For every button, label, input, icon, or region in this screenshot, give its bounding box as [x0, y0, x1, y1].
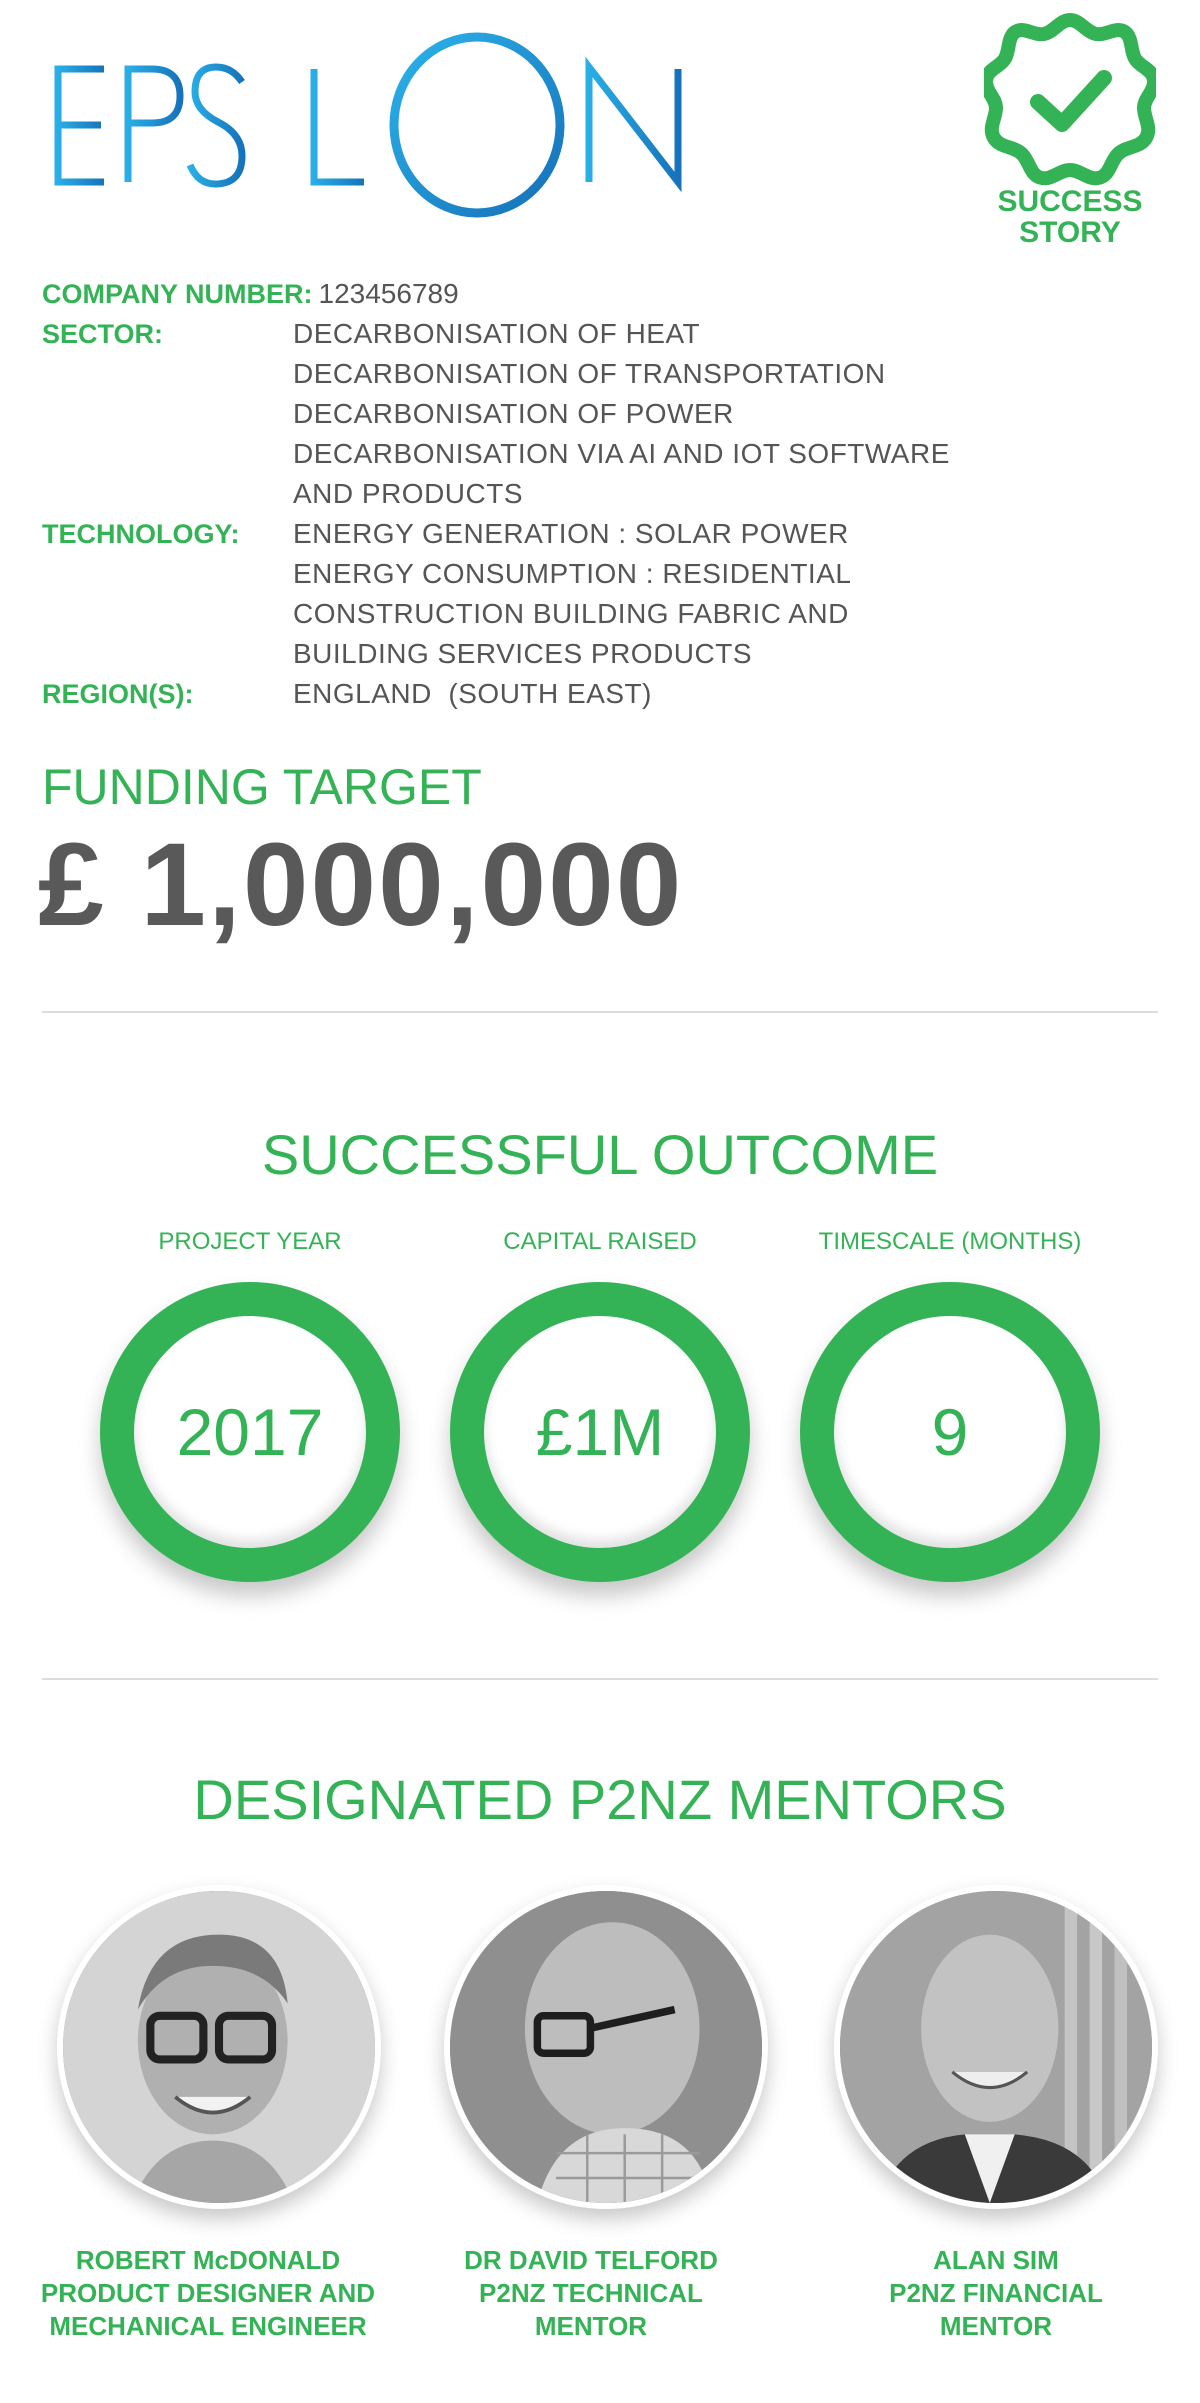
sector-line: DECARBONISATION OF HEAT	[293, 318, 701, 349]
mentor-role-line: MENTOR	[534, 2311, 648, 2341]
mentor-role-line: MECHANICAL ENGINEER	[49, 2311, 367, 2341]
seal-check-icon	[984, 10, 1156, 186]
mentor-photo-robert-mcdonald	[57, 1885, 381, 2209]
sector-values	[293, 314, 950, 514]
sector-label: SECTOR:	[42, 319, 164, 349]
mentor-name: DR DAVID TELFORD	[464, 2245, 718, 2275]
person-avatar-icon	[450, 1891, 762, 2203]
mentor-role-line: MENTOR	[939, 2311, 1053, 2341]
metric-label-timescale: TIMESCALE (MONTHS)	[818, 1228, 1082, 1255]
epsilon-logo	[52, 30, 712, 220]
metric-ring-capital-raised	[450, 1282, 750, 1582]
sector-row	[42, 314, 1122, 514]
badge-line-2: STORY	[1019, 216, 1121, 249]
mentor-photo-david-telford	[444, 1885, 768, 2209]
section-divider	[42, 1678, 1158, 1680]
technology-row	[42, 514, 1122, 674]
company-number-row	[42, 274, 1122, 314]
technology-line: ENERGY GENERATION : SOLAR POWER	[293, 518, 849, 549]
mentor-role-line: PRODUCT DESIGNER AND	[40, 2278, 376, 2308]
mentor-caption-david-telford	[401, 2244, 781, 2343]
successful-outcome-title: SUCCESSFUL OUTCOME	[261, 1123, 939, 1186]
technology-label: TECHNOLOGY:	[42, 519, 240, 549]
funding-target-value: £ 1,000,000	[38, 819, 684, 951]
mentor-caption-robert-mcdonald	[18, 2244, 398, 2343]
sector-line: DECARBONISATION OF POWER	[293, 398, 734, 429]
metric-value-project-year: 2017	[176, 1395, 324, 1469]
metric-label-project-year: PROJECT YEAR	[158, 1228, 342, 1255]
technology-line: BUILDING SERVICES PRODUCTS	[293, 638, 753, 669]
metric-value-timescale: 9	[931, 1395, 969, 1469]
person-avatar-icon	[63, 1891, 375, 2203]
metric-value-capital-raised: £1M	[535, 1395, 665, 1469]
metric-ring-project-year	[100, 1282, 400, 1582]
sector-line: AND PRODUCTS	[293, 478, 524, 509]
mentor-caption-alan-sim	[806, 2244, 1186, 2343]
success-story-badge	[978, 10, 1162, 255]
mentors-title: DESIGNATED P2NZ MENTORS	[193, 1768, 1007, 1831]
metric-ring-timescale	[800, 1282, 1100, 1582]
metric-label-capital-raised: CAPITAL RAISED	[503, 1228, 697, 1255]
sector-line: DECARBONISATION OF TRANSPORTATION	[293, 358, 886, 389]
company-number-label: COMPANY NUMBER:	[42, 279, 313, 309]
company-number-value: 123456789	[318, 278, 459, 309]
sector-line: DECARBONISATION VIA AI AND IOT SOFTWARE	[293, 438, 950, 469]
mentor-role-line: P2NZ TECHNICAL	[479, 2278, 703, 2308]
region-label: REGION(S):	[42, 679, 194, 709]
technology-line: CONSTRUCTION BUILDING FABRIC AND	[293, 598, 849, 629]
company-details	[42, 274, 1122, 714]
section-divider	[42, 1011, 1158, 1013]
region-value: ENGLAND (SOUTH EAST)	[293, 678, 652, 709]
person-avatar-icon	[840, 1891, 1152, 2203]
technology-values	[293, 514, 851, 674]
mentor-photo-alan-sim	[834, 1885, 1158, 2209]
badge-line-1: SUCCESS	[997, 185, 1143, 218]
mentor-role-line: P2NZ FINANCIAL	[889, 2278, 1103, 2308]
region-row	[42, 674, 1122, 714]
technology-line: ENERGY CONSUMPTION : RESIDENTIAL	[293, 558, 852, 589]
mentor-name: ALAN SIM	[933, 2245, 1059, 2275]
epsilon-logo-icon	[52, 30, 712, 220]
mentor-name: ROBERT McDONALD	[75, 2245, 341, 2275]
funding-target-label: FUNDING TARGET	[42, 759, 482, 815]
